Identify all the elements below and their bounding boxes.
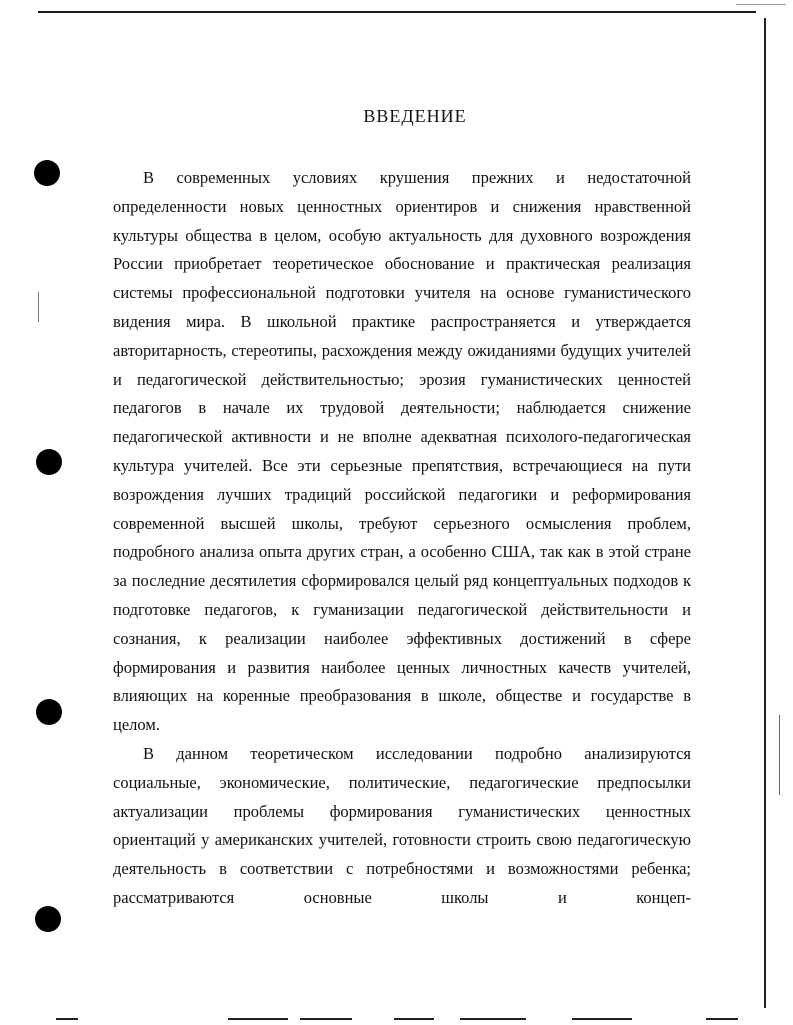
scan-edge-top (38, 11, 756, 13)
scan-edge-right (764, 18, 766, 1008)
scan-edge-bottom-segment (228, 1018, 288, 1020)
scan-edge-bottom-segment (394, 1018, 434, 1020)
scan-edge-bottom-segment (706, 1018, 738, 1020)
binder-hole (34, 160, 60, 186)
scan-edge-bottom-segment (460, 1018, 526, 1020)
binder-hole (36, 449, 62, 475)
page-title: ВВЕДЕНИЕ (363, 106, 467, 126)
scan-edge-bottom-segment (572, 1018, 632, 1020)
paragraph: В современных условиях крушения прежних и недостаточной определенности новых ценностных ориентиров и снижения нравственной культуры общества в целом, особую актуальность для духовного возрождения России приобретает теоретическое обоснование и практическая реализация системы профессиональной подготовки учителя на основе гуманистического видения мира. В школьной практике распространяется и утверждается авторитарность, стереотипы, расхождения между ожиданиями будущих учителей и педагогической действительностью; эрозия гуманистических ценностей педагогов в начале их трудовой деятельности; наблюдается снижение педагогической активности и не вполне адекватная психолого-педагогическая культура учителей. Все эти серьезные препятствия, встречающиеся на пути возрождения лучших традиций российской педагогики и реформирования современной высшей школы, требуют серьезного осмысления проблем, подробного анализа опыта других стран, а особенно США, так как в этой стране за последние десятилетия сформировался целый ряд концептуальных подходов к подготовке педагогов, к гуманизации педагогической действительности и сознания, к реализации наиболее эффективных достижений в сфере формирования и развития наиболее ценных личностных качеств учителей, влияющих на коренные преобразования в школе, обществе и государстве в целом. (113, 168, 691, 735)
scan-edge-right-mark (779, 715, 780, 795)
binder-hole (35, 906, 61, 932)
paragraph: В данном теоретическом исследовании подробно анализируются социальные, экономические, политические, педагогические предпосылки актуализации проблемы формирования гуманистических ценностных ориентаций у американских учителей, готовности строить свою педагогическую деятельность в соответствии с потребностями и возможностями ребенка; рассматриваются основные школы и концеп- (113, 743, 691, 907)
scan-edge-top-right (736, 4, 786, 5)
scan-edge-bottom-segment (300, 1018, 352, 1020)
scan-edge-left-mark (38, 292, 39, 322)
scan-edge-bottom-segment (56, 1018, 78, 1020)
body-text (113, 164, 691, 913)
binder-hole (36, 699, 62, 725)
